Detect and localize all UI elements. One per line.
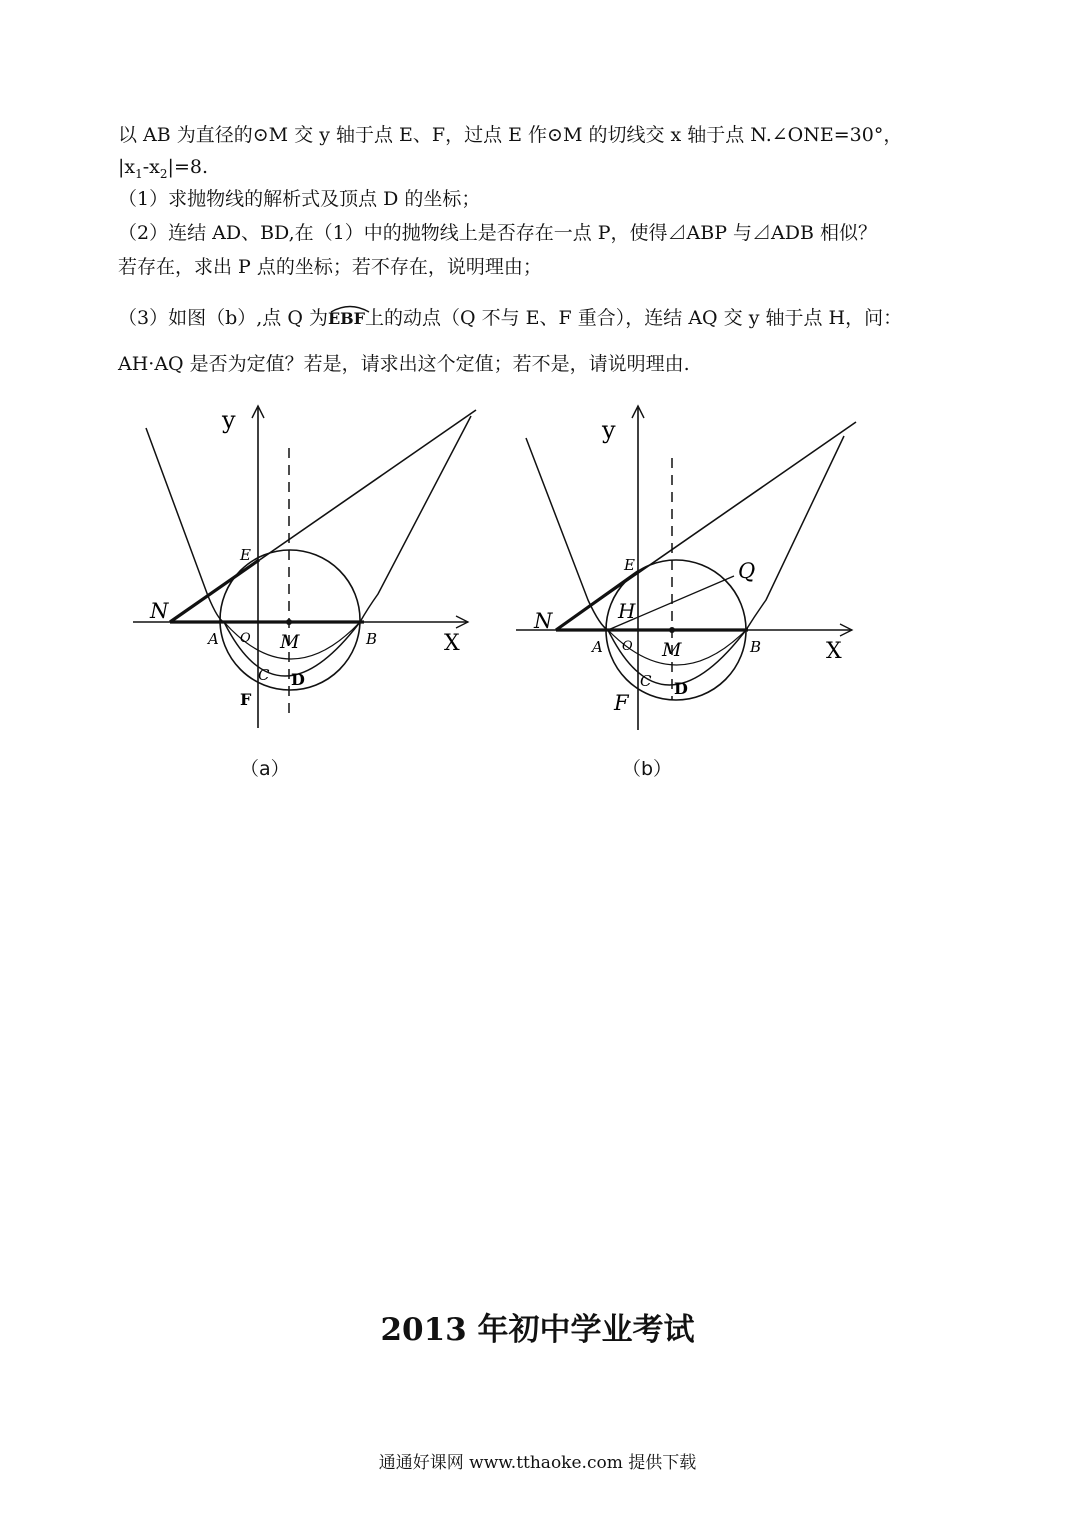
problem-line-2: [118, 158, 208, 180]
label-x: X: [444, 631, 460, 656]
label-m: M: [280, 631, 300, 653]
arc-ebf: [328, 307, 365, 327]
question-2-continued: 若存在，求出 P 点的坐标；若不存在，说明理由；: [118, 256, 542, 278]
label-h: H: [618, 599, 636, 623]
figure-b-diagram: [512, 400, 862, 730]
label-b: B: [750, 638, 762, 656]
segment-ne: [170, 560, 259, 622]
point-m: [669, 627, 675, 633]
figure-a-caption: （a）: [240, 758, 290, 780]
question-3-prefix: （3）如图（b）,点 Q 为: [118, 307, 328, 329]
label-a: A: [592, 638, 603, 656]
question-2: （2）连结 AD、BD,在（1）中的抛物线上是否存在一点 P，使得⊿ABP 与⊿ADB 相似？: [118, 222, 878, 244]
subscript-2: 2: [159, 166, 168, 181]
label-e: E: [240, 546, 251, 564]
label-y: y: [602, 416, 616, 444]
download-credit: 通通好课网 www.tthaoke.com 提供下载: [378, 1453, 697, 1473]
figure-a: [128, 398, 478, 728]
figure-b-caption: （b）: [622, 758, 673, 780]
abs-close: |=8.: [167, 156, 208, 178]
label-y: y: [222, 406, 236, 434]
figure-a-diagram: [128, 398, 478, 728]
exam-title: 2013 年初中学业考试: [380, 1312, 695, 1348]
arc-ebf-label: EBF: [327, 309, 366, 328]
label-f: F: [614, 691, 629, 715]
question-3-continued: AH·AQ 是否为定值？若是，请求出这个定值；若不是，请说明理由.: [118, 353, 690, 375]
label-d: D: [291, 670, 305, 689]
label-o: O: [622, 639, 633, 654]
abs-open: |x: [118, 156, 136, 178]
label-o: O: [240, 631, 251, 646]
question-3-suffix: 上的动点（Q 不与 E、F 重合），连结 AQ 交 y 轴于点 H，问：: [365, 307, 903, 329]
question-3: [118, 307, 902, 328]
label-a: A: [208, 630, 219, 648]
label-m: M: [662, 639, 682, 661]
parabola: [146, 416, 471, 676]
label-c: C: [258, 666, 270, 684]
label-e: E: [624, 556, 635, 574]
label-b: B: [366, 630, 378, 648]
arc-mark-icon: [328, 303, 372, 313]
figure-b: [512, 400, 862, 730]
label-x: X: [826, 639, 842, 664]
point-m: [286, 619, 292, 625]
problem-line-1: 以 AB 为直径的⊙M 交 y 轴于点 E、F，过点 E 作⊙M 的切线交 x 轴于点 N.∠ONE=30°，: [118, 124, 903, 146]
label-f: F: [240, 690, 252, 709]
label-n: N: [150, 599, 169, 623]
minus-x: -x: [142, 156, 160, 178]
label-n: N: [534, 609, 553, 633]
question-1: （1）求抛物线的解析式及顶点 D 的坐标；: [118, 188, 481, 210]
label-q: Q: [738, 559, 756, 583]
label-c: C: [640, 672, 652, 690]
label-d: D: [674, 679, 688, 698]
subscript-1: 1: [135, 166, 143, 181]
